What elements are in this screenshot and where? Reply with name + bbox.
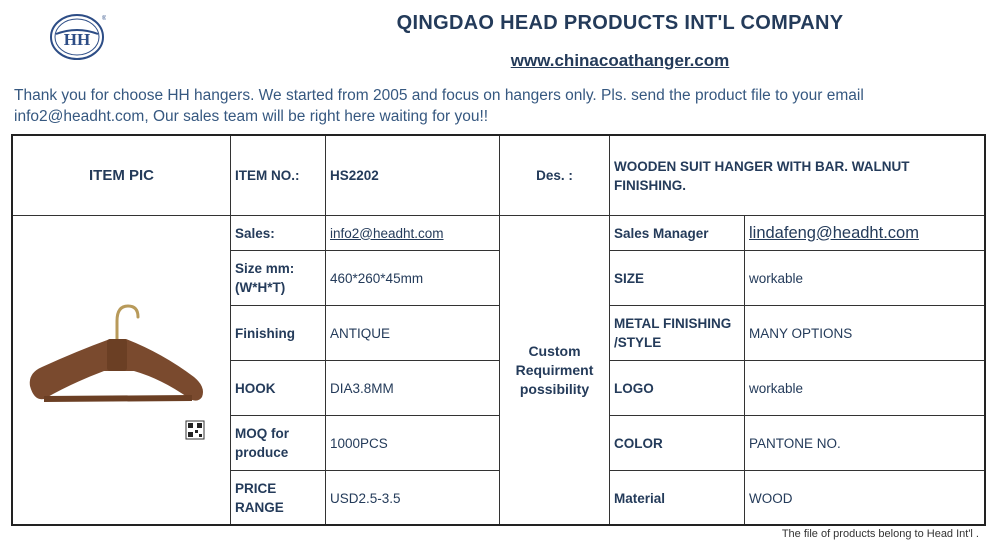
table-header-row — [13, 136, 986, 216]
website-link[interactable]: www.chinacoathanger.com — [510, 51, 730, 70]
product-spec-table — [12, 135, 986, 526]
finishing-value: ANTIQUE — [326, 306, 500, 361]
custom-size-value: workable — [745, 251, 986, 306]
sales-manager-label: Sales Manager — [610, 216, 745, 251]
material-value: WOOD — [745, 471, 986, 526]
custom-size-label: SIZE — [610, 251, 745, 306]
sales-manager-email-link[interactable]: lindafeng@headht.com — [749, 223, 919, 242]
item-no-value: HS2202 — [326, 136, 500, 216]
company-name: QINGDAO HEAD PRODUCTS INT'L COMPANY — [396, 12, 844, 34]
moq-label: MOQ for produce — [231, 416, 326, 471]
item-no-label: ITEM NO.: — [231, 136, 326, 216]
color-label: COLOR — [610, 416, 745, 471]
moq-value: 1000PCS — [326, 416, 500, 471]
metal-finishing-value: MANY OPTIONS — [745, 306, 986, 361]
des-label: Des. : — [500, 136, 610, 216]
logo-label: LOGO — [610, 361, 745, 416]
sales-email-link[interactable]: info2@headht.com — [330, 225, 444, 241]
color-value: PANTONE NO. — [745, 416, 986, 471]
footer-note: The file of products belong to Head Int'l . — [781, 528, 979, 540]
item-pic-label: ITEM PIC — [13, 136, 231, 216]
logo-value: workable — [745, 361, 986, 416]
table-row — [13, 216, 986, 251]
metal-finishing-label: METAL FINISHING /STYLE — [610, 306, 745, 361]
custom-requirement-label: Custom Requirment possibility — [500, 216, 610, 526]
hook-value: DIA3.8MM — [326, 361, 500, 416]
hook-label: HOOK — [231, 361, 326, 416]
price-range-label: PRICE RANGE — [231, 471, 326, 526]
hanger-image — [22, 291, 222, 451]
material-label: Material — [610, 471, 745, 526]
svg-text:®: ® — [102, 16, 106, 22]
size-value: 460*260*45mm — [326, 251, 500, 306]
logo-text: HH — [63, 30, 91, 49]
sales-label: Sales: — [231, 216, 326, 251]
item-pic-cell — [13, 216, 231, 526]
des-value: WOODEN SUIT HANGER WITH BAR. WALNUT FINISHING. — [610, 136, 986, 216]
company-logo — [50, 12, 106, 62]
size-label: Size mm: (W*H*T) — [231, 251, 326, 306]
finishing-label: Finishing — [231, 306, 326, 361]
price-range-value: USD2.5-3.5 — [326, 471, 500, 526]
intro-text: Thank you for choose HH hangers. We started from 2005 and focus on hangers only. Pls. send the product file to your email info2@headht.com, Our sales team will be right here waiting for you!! — [14, 87, 864, 125]
